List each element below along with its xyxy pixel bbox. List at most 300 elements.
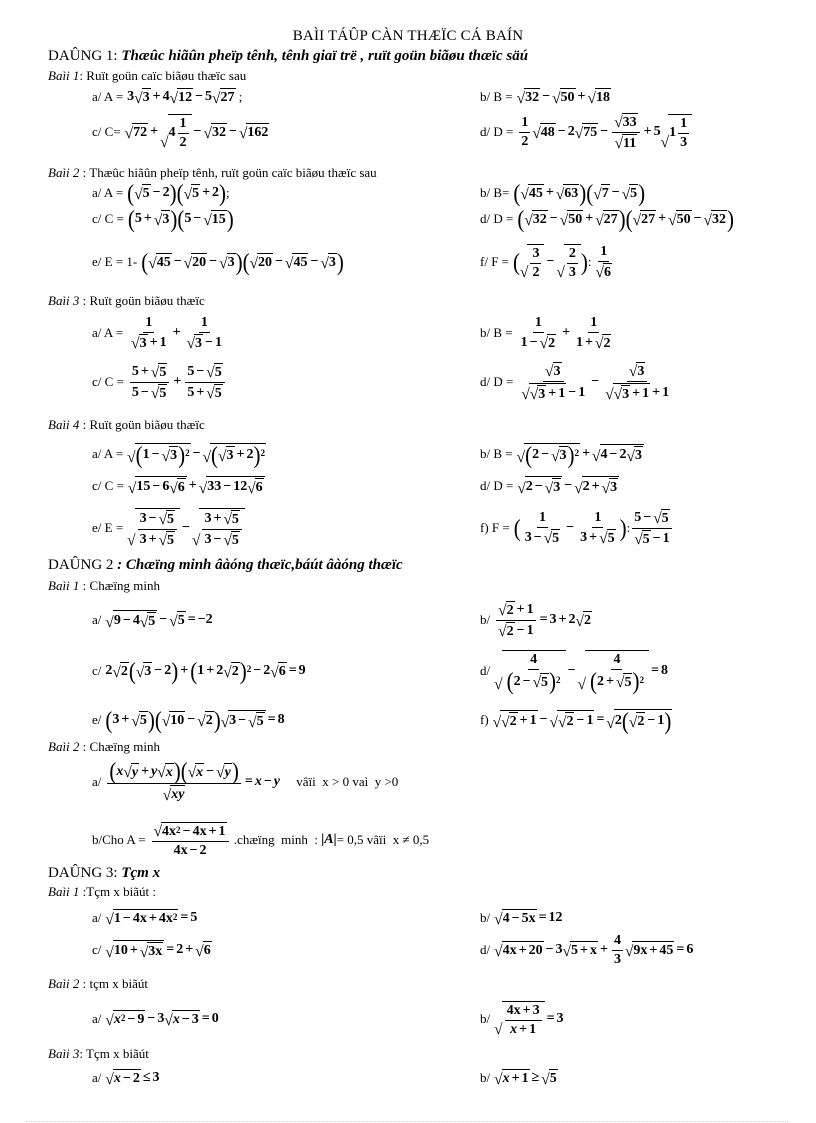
- parenthesized: [190, 656, 247, 685]
- exercise-item: [480, 476, 619, 496]
- math-term: 8: [277, 712, 285, 727]
- radicand: [636, 362, 645, 380]
- radical-icon: √: [105, 943, 114, 961]
- math-term: 3: [191, 1012, 199, 1027]
- math-operator: −: [195, 89, 204, 104]
- radical-icon: √: [601, 479, 611, 497]
- fraction: [496, 601, 535, 640]
- math-expression: [128, 476, 265, 496]
- math-text: ;: [235, 89, 243, 104]
- radicand: [205, 711, 214, 729]
- square-root: [128, 476, 187, 496]
- square-root: [556, 244, 580, 281]
- radicand: [113, 610, 157, 630]
- parenthesized: [128, 656, 179, 685]
- math-operator: =: [650, 663, 659, 678]
- radical-icon: √: [634, 531, 643, 549]
- radical-icon: √: [105, 1070, 114, 1088]
- radicand: [634, 446, 643, 464]
- math-term: 33: [207, 479, 222, 494]
- square-root: [184, 184, 200, 202]
- radical-icon: √: [595, 211, 604, 229]
- radical-icon: √: [593, 185, 602, 203]
- math-operator: −: [253, 663, 262, 678]
- math-expression: [105, 1010, 218, 1028]
- math-expression: [517, 362, 673, 403]
- radical-icon: √: [532, 674, 542, 692]
- math-term: 5: [624, 674, 632, 690]
- problem-heading: [48, 976, 148, 992]
- square-root: [140, 942, 163, 960]
- square-root: [634, 530, 650, 548]
- exercise-item: [92, 909, 197, 927]
- radicand: [502, 1069, 530, 1087]
- radicand: [582, 123, 598, 141]
- math-operator: −: [549, 211, 558, 226]
- radicand: [143, 662, 152, 680]
- math-term: 6: [162, 479, 170, 494]
- radical-icon: √: [148, 254, 157, 272]
- exercise-label: b/ B=: [480, 185, 510, 200]
- square-root: [320, 253, 336, 271]
- paren-open: (: [621, 706, 629, 735]
- radicand: [607, 529, 616, 547]
- fraction: [678, 116, 689, 151]
- radical-icon: √: [161, 447, 171, 465]
- math-variable: x: [165, 764, 173, 780]
- radical-icon: √: [668, 211, 677, 229]
- radicand: [142, 88, 151, 106]
- radicand: [231, 662, 240, 680]
- math-exponent: 2: [260, 448, 266, 458]
- math-term: 2: [614, 713, 622, 728]
- radicand: [560, 88, 576, 106]
- radicand: [158, 363, 167, 381]
- math-operator: −: [238, 713, 247, 728]
- math-term: 3: [556, 1011, 564, 1026]
- radical-icon: √: [574, 479, 583, 497]
- square-root: [159, 531, 175, 549]
- math-term: 5: [187, 384, 195, 400]
- radical-icon: √: [559, 211, 569, 229]
- math-term: 3: [580, 529, 588, 545]
- fraction: [567, 246, 578, 281]
- math-term: 4x: [162, 823, 177, 839]
- section-heading: [48, 557, 403, 574]
- math-expression: [517, 113, 692, 152]
- math-operator: +: [148, 911, 157, 926]
- square-root: [599, 529, 615, 547]
- math-term: 2: [246, 447, 254, 462]
- problem-heading: [48, 1046, 149, 1062]
- math-term: 2: [216, 663, 224, 678]
- denominator: [178, 134, 189, 151]
- math-operator: −: [147, 1011, 156, 1026]
- math-term: 5: [159, 385, 167, 401]
- math-term: 5: [167, 532, 175, 548]
- exercise-label: b/: [480, 1070, 491, 1085]
- paren-close: ): [579, 178, 587, 207]
- math-term: 48: [540, 125, 555, 140]
- exercise-label: d/ D =: [480, 478, 514, 493]
- paren-close: ): [567, 440, 575, 469]
- paren-close: ): [235, 247, 243, 276]
- math-term: 6: [686, 942, 694, 957]
- exercise-item: [92, 822, 429, 859]
- square-root: [163, 785, 186, 803]
- math-term: 4: [530, 652, 538, 667]
- math-term: 20: [192, 255, 207, 270]
- math-operator: −: [187, 712, 196, 727]
- radical-icon: √: [270, 663, 279, 681]
- radicand: [135, 476, 186, 496]
- exercise-label: a/ A =: [92, 89, 124, 104]
- fraction: [612, 933, 623, 968]
- numerator: [519, 115, 530, 133]
- denominator: [678, 134, 689, 151]
- square-root: [105, 940, 164, 960]
- radical-icon: √: [599, 530, 608, 548]
- math-term: x: [589, 943, 597, 958]
- radical-icon: √: [160, 134, 169, 152]
- square-root: [151, 384, 167, 402]
- math-operator: +: [591, 479, 600, 494]
- math-expression: [494, 650, 668, 695]
- radicand: [567, 210, 583, 228]
- exercise-item: [480, 178, 646, 207]
- math-term: 18: [595, 90, 610, 105]
- radicand: [629, 184, 638, 202]
- math-term: 2: [176, 942, 184, 957]
- numerator: [496, 601, 535, 621]
- exercise-item: [92, 247, 344, 276]
- math-term: 5: [642, 531, 650, 547]
- math-operator: −: [122, 1071, 131, 1086]
- radicand: [603, 263, 612, 281]
- square-root: [151, 363, 167, 381]
- radical-icon: √: [605, 386, 614, 404]
- numerator: [627, 362, 647, 382]
- math-term: 9: [298, 663, 306, 678]
- problem-heading: [48, 884, 156, 900]
- math-operator: +: [149, 334, 158, 350]
- radical-icon: √: [520, 185, 529, 203]
- math-operator: −: [542, 89, 551, 104]
- square-root: [219, 253, 235, 271]
- math-operator: +: [150, 124, 159, 139]
- math-term: 1: [642, 385, 650, 401]
- radical-icon: √: [558, 713, 567, 731]
- exercise-label: b/: [480, 1011, 491, 1026]
- square-root: [154, 210, 170, 228]
- math-expression: [517, 476, 619, 496]
- math-term: 32: [712, 212, 726, 227]
- math-expression: [514, 509, 674, 548]
- paren-close: ): [638, 178, 646, 207]
- exercise-item: [480, 1001, 564, 1038]
- radical-icon: √: [555, 185, 565, 203]
- radical-icon: √: [206, 364, 215, 382]
- radical-icon: √: [220, 713, 230, 731]
- math-operator: −: [647, 713, 656, 728]
- radical-icon: √: [520, 264, 529, 282]
- radical-icon: √: [516, 89, 526, 107]
- paren-close: ): [170, 204, 178, 233]
- denominator: [519, 382, 587, 403]
- numerator: [678, 116, 689, 134]
- math-variable: x: [113, 1012, 121, 1027]
- radicand: [169, 711, 185, 729]
- radical-icon: √: [549, 713, 558, 731]
- radicand: [614, 706, 672, 735]
- math-term: 5: [159, 364, 167, 380]
- paren-open: (: [154, 705, 162, 734]
- problem-number: Baìi 3: [48, 1046, 80, 1061]
- math-term: 6: [278, 664, 286, 679]
- radicand: [147, 612, 156, 630]
- exercise-item: [480, 909, 563, 927]
- radical-icon: √: [551, 447, 560, 465]
- math-term: 12: [178, 90, 193, 105]
- square-root: [520, 244, 544, 281]
- radical-icon: √: [127, 449, 136, 467]
- math-term: 1: [657, 713, 665, 728]
- radicand: [557, 710, 594, 730]
- radicand: [177, 478, 186, 496]
- math-operator: +: [519, 713, 528, 728]
- math-term: 3: [229, 713, 237, 728]
- denominator: [496, 621, 535, 640]
- math-operator: +: [213, 510, 222, 526]
- parenthesized: [514, 510, 627, 547]
- math-expression: [127, 440, 266, 469]
- math-operator: −: [591, 374, 600, 389]
- paren-open: (: [176, 178, 184, 207]
- square-root: [653, 509, 669, 527]
- math-operator: +: [141, 763, 150, 779]
- problem-instruction: :Tçm x biãút :: [79, 884, 156, 899]
- parenthesized: [586, 178, 646, 207]
- problem-instruction: : Chæïng minh: [79, 739, 160, 754]
- math-operator: +: [545, 185, 554, 200]
- math-text: = 0,5 vâïi x ≠ 0,5: [336, 832, 430, 847]
- numerator: [612, 113, 639, 133]
- radicand: [532, 210, 548, 228]
- radical-icon: √: [192, 532, 201, 550]
- math-term: 2: [637, 714, 645, 729]
- math-operator: +: [589, 529, 598, 545]
- square-root: [112, 662, 128, 680]
- math-operator: ≤: [142, 1070, 151, 1085]
- square-root: [541, 1069, 557, 1087]
- math-operator: −: [511, 911, 520, 926]
- numerator: [143, 315, 154, 333]
- math-term: 1: [590, 314, 598, 330]
- radicand: [113, 909, 179, 927]
- math-term: 33: [622, 114, 637, 130]
- section-heading: [48, 48, 528, 65]
- math-expression: [105, 705, 285, 734]
- radical-icon: √: [613, 386, 623, 404]
- radicand: [211, 210, 227, 228]
- square-root: [494, 650, 565, 695]
- math-operator: −: [545, 942, 554, 957]
- math-text: vâïi x > 0 vaì y >0: [280, 774, 399, 789]
- radicand: [661, 509, 670, 527]
- square-root: [588, 88, 611, 106]
- section-heading: [48, 865, 160, 882]
- math-term: 6: [255, 480, 263, 495]
- math-term: 2: [120, 664, 128, 679]
- square-root: [105, 610, 157, 630]
- paren-close: ): [219, 178, 227, 207]
- math-operator: +: [208, 823, 217, 839]
- math-term: 50: [676, 212, 691, 227]
- radical-icon: √: [494, 675, 503, 693]
- math-operator: +: [632, 385, 641, 401]
- math-expression: [105, 757, 399, 804]
- square-root: [169, 478, 185, 496]
- radical-icon: √: [195, 942, 204, 960]
- math-term: 45: [528, 186, 543, 201]
- math-term: 4: [168, 125, 176, 140]
- problem-heading: [48, 417, 205, 433]
- exercise-label: a/: [92, 1070, 102, 1085]
- radical-icon: √: [223, 511, 232, 529]
- numerator: [567, 246, 578, 264]
- paren-close: ): [580, 247, 588, 276]
- radical-icon: √: [153, 211, 163, 229]
- math-operator: −: [151, 447, 160, 462]
- radical-icon: √: [498, 623, 507, 641]
- radical-icon: √: [203, 124, 212, 142]
- problem-instruction: : Ruït goün biãøu thæïc: [79, 293, 205, 308]
- square-root: [105, 909, 178, 927]
- math-operator: +: [652, 384, 661, 400]
- math-term: 5: [148, 614, 156, 629]
- fraction: [185, 363, 224, 402]
- paren-open: (: [190, 656, 198, 685]
- exercise-label: f): [480, 712, 489, 727]
- radical-icon: √: [544, 479, 554, 497]
- math-term: 1: [529, 1021, 537, 1037]
- math-expression: [494, 933, 693, 968]
- math-term: 12: [233, 479, 248, 494]
- exercise-item: [480, 509, 674, 548]
- square-root: [131, 334, 147, 352]
- square-root: [532, 123, 555, 141]
- math-term: 4x: [502, 943, 517, 958]
- math-term: 5x: [521, 911, 536, 926]
- radicand: [177, 88, 193, 106]
- math-term: 3: [152, 1070, 160, 1085]
- math-operator: +: [185, 942, 194, 957]
- math-term: 1: [538, 509, 546, 525]
- math-operator: +: [522, 1002, 531, 1018]
- radicand: [500, 710, 537, 730]
- math-term: 5: [131, 384, 139, 400]
- paren-open: (: [109, 757, 117, 785]
- square-root: [498, 622, 514, 640]
- paren-open: (: [180, 757, 188, 785]
- problem-instruction: : Ruït goün caïc biãøu thæïc sau: [79, 68, 247, 83]
- math-term: 4x: [506, 1002, 521, 1018]
- numerator: [107, 757, 240, 785]
- square-root: [202, 440, 266, 469]
- parenthesized: [525, 440, 575, 469]
- paren-open: (: [127, 204, 135, 233]
- radical-icon: √: [198, 479, 208, 497]
- square-root: [661, 114, 692, 151]
- math-term: 2: [568, 612, 576, 627]
- paren-open: (: [586, 178, 594, 207]
- exercise-label: d/ D =: [480, 124, 514, 139]
- math-term: 4x: [192, 823, 207, 839]
- radicand: [622, 134, 637, 152]
- paren-open: (: [513, 247, 521, 276]
- square-root: [247, 478, 263, 496]
- fraction: [612, 113, 639, 152]
- radical-icon: √: [153, 823, 163, 841]
- math-term: 3: [195, 335, 203, 351]
- radical-icon: √: [516, 449, 526, 467]
- fraction: [519, 115, 530, 150]
- radicand: [601, 184, 610, 202]
- math-term: 2: [548, 335, 556, 351]
- math-term: 63: [564, 186, 579, 201]
- math-term: 2: [164, 663, 172, 678]
- exercise-item: [480, 113, 692, 152]
- square-root: [556, 184, 579, 202]
- math-operator: −: [193, 211, 202, 226]
- math-term: 5: [184, 211, 192, 226]
- math-term: 1: [578, 384, 586, 400]
- square-root: [127, 508, 180, 549]
- fraction: [178, 116, 189, 151]
- parenthesized: [105, 705, 155, 734]
- math-term: 12: [548, 910, 563, 925]
- math-text: :: [626, 520, 631, 535]
- math-operator: −: [609, 447, 618, 462]
- math-term: 2: [506, 602, 514, 618]
- math-term: 5: [630, 186, 638, 201]
- radicand: [621, 385, 630, 403]
- exercise-item: [92, 476, 265, 496]
- denominator: [185, 333, 224, 352]
- numerator: [543, 362, 563, 382]
- radicand: [165, 763, 174, 781]
- math-variable: y: [273, 774, 281, 789]
- problem-number: Baìi 2: [48, 976, 80, 991]
- exercise-item: [92, 508, 245, 549]
- square-root: [204, 123, 227, 141]
- exercise-label: b/: [480, 612, 491, 627]
- math-operator: −: [564, 478, 573, 493]
- math-operator: +: [582, 446, 591, 461]
- square-root: [494, 941, 543, 959]
- math-term: 3: [680, 134, 688, 150]
- math-operator: −: [228, 124, 237, 139]
- fraction: [519, 362, 587, 403]
- math-expression: [127, 508, 245, 549]
- math-term: 5: [231, 511, 239, 527]
- math-term: 2: [583, 613, 591, 628]
- math-term: 2: [205, 713, 213, 728]
- math-term: 6: [177, 480, 185, 495]
- math-term: 3: [139, 510, 147, 526]
- fraction: [588, 652, 646, 695]
- square-root: [199, 476, 265, 496]
